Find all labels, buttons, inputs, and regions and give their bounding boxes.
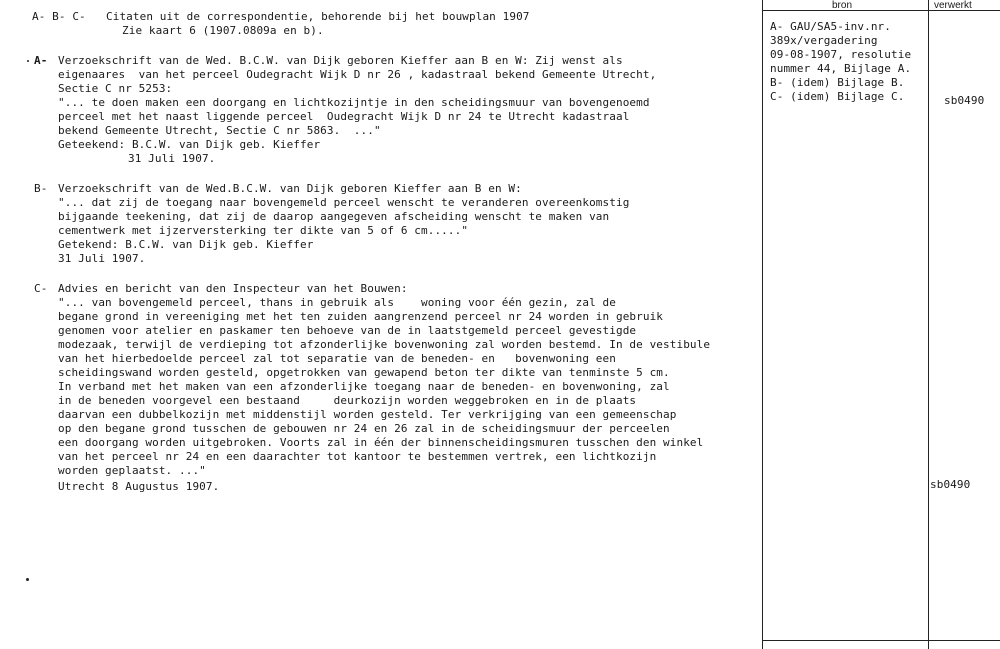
section-b-date: 31 Juli 1907.: [58, 252, 146, 265]
verwerkt-entry-a-b: sb0490: [944, 94, 985, 107]
section-c-date: Utrecht 8 Augustus 1907.: [58, 480, 220, 493]
section-c-line: van het hierbedoelde perceel zal tot separatie van de beneden- en bovenwoning een: [58, 352, 616, 365]
bottom-rule: [762, 640, 1000, 641]
section-c-line: in de beneden voorgevel een bestaand deurkozijn worden weggebroken en in de plaats: [58, 394, 637, 407]
section-c-line: van het perceel nr 24 en een daarachter tot kantoor te bestemmen vertrek, een lichtkozijn: [58, 450, 657, 463]
section-c-line: modezaak, terwijl de verdieping tot afzonderlijke bovenwoning zal worden bestemd. In de vestibule: [58, 338, 711, 351]
section-c-line: In verband met het maken van een afzonderlijke toegang naar de beneden- en bovenwoning, zal: [58, 380, 670, 393]
section-a-date: 31 Juli 1907.: [128, 152, 216, 165]
section-a-line: bekend Gemeente Utrecht, Sectie C nr 5863. ...": [58, 124, 381, 137]
column-header-bron: bron: [832, 0, 853, 11]
section-c-line: daarvan een dubbelkozijn met middenstijl worden gesteld. Ter verkrijging van een gemeenschap: [58, 408, 677, 421]
bron-line: 389x/vergadering: [770, 34, 878, 47]
section-a-line: Sectie C nr 5253:: [58, 82, 173, 95]
bron-line: nummer 44, Bijlage A.: [770, 62, 912, 75]
section-c-line: genomen voor atelier en paskamer ten behoeve van de in laatstgemeld perceel gevestigde: [58, 324, 637, 337]
section-a-line: Verzoekschrift van de Wed. B.C.W. van Dijk geboren Kieffer aan B en W: Zij wenst als: [58, 54, 623, 67]
stray-dot: [27, 60, 29, 62]
section-b-line: "... dat zij de toegang naar bovengemeld perceel wenscht te veranderen overeenkomstig: [58, 196, 630, 209]
section-c-line: "... van bovengemeld perceel, thans in gebruik als woning voor één gezin, zal de: [58, 296, 616, 309]
section-b-marker: B-: [34, 182, 48, 195]
section-a-line: eigenaares van het perceel Oudegracht Wijk D nr 26 , kadastraal bekend Gemeente Utrecht,: [58, 68, 657, 81]
section-b-line: bijgaande teekening, dat zij de daarop aangegeven afscheiding wenscht te maken van: [58, 210, 610, 223]
section-a-line: perceel met het naast liggende perceel Oudegracht Wijk D nr 24 te Utrecht kadastraal: [58, 110, 630, 123]
verwerkt-entry-c: sb0490: [930, 478, 971, 491]
section-c-line: worden geplaatst. ...": [58, 464, 206, 477]
section-c-line: een doorgang worden uitgebroken. Voorts zal in één der binnenscheidingsmuren tusschen den winkel: [58, 436, 704, 449]
bron-line: B- (idem) Bijlage B.: [770, 76, 905, 89]
bron-line: C- (idem) Bijlage C.: [770, 90, 905, 103]
bron-line: A- GAU/SA5-inv.nr.: [770, 20, 892, 33]
section-b-line: cementwerk met ijzerversterking ter dikte van 5 of 6 cm.....": [58, 224, 469, 237]
column-header-verwerkt: verwerkt: [934, 0, 972, 11]
section-a-line: "... te doen maken een doorgang en lichtkozijntje in den scheidingsmuur van bovengenoemd: [58, 96, 650, 109]
section-c-line: begane grond in vereeniging met het ten zuiden aangrenzend perceel nr 24 worden in gebruik: [58, 310, 664, 323]
section-b-line: Getekend: B.C.W. van Dijk geb. Kieffer: [58, 238, 314, 251]
bron-line: 09-08-1907, resolutie: [770, 48, 912, 61]
map-reference: Zie kaart 6 (1907.0809a en b).: [122, 24, 324, 37]
section-c-marker: C-: [34, 282, 48, 295]
column-divider-bron: [762, 0, 763, 649]
section-c-line: op den begane grond tusschen de gebouwen nr 24 en 26 zal in de scheidingsmuur der perceelen: [58, 422, 670, 435]
column-divider-verwerkt: [928, 0, 929, 649]
stray-dot: [26, 578, 29, 581]
header-prefix: A- B- C-: [32, 10, 86, 23]
section-a-marker: A-: [34, 54, 48, 67]
section-a-line: Geteekend: B.C.W. van Dijk geb. Kieffer: [58, 138, 321, 151]
section-c-line: scheidingswand worden gesteld, opgetrokken van gewapend beton ter dikte van tenminste 5 cm.: [58, 366, 670, 379]
section-b-line: Verzoekschrift van de Wed.B.C.W. van Dijk geboren Kieffer aan B en W:: [58, 182, 522, 195]
section-c-line: Advies en bericht van den Inspecteur van het Bouwen:: [58, 282, 408, 295]
document-title: Citaten uit de correspondentie, behorende bij het bouwplan 1907: [106, 10, 530, 23]
